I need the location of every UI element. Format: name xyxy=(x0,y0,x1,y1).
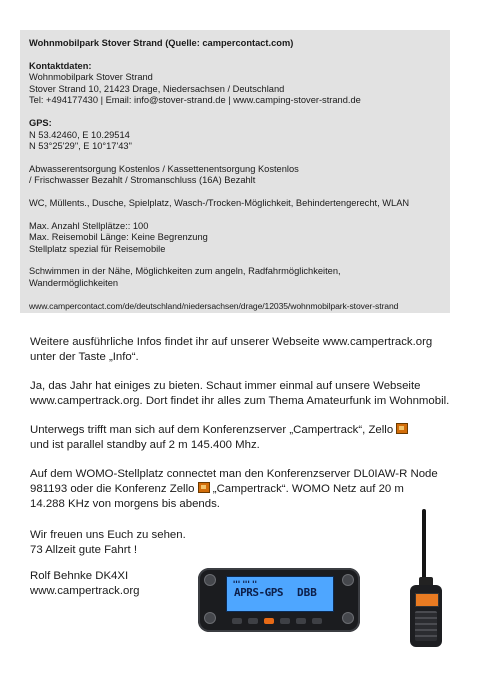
disposal-line-2: / Frischwasser Bezahlt / Stromanschluss (16A) Bezahlt xyxy=(29,175,256,186)
paragraph-website xyxy=(30,335,450,365)
gps-heading: GPS: xyxy=(29,117,52,128)
radio-display-channel: DBB xyxy=(297,586,317,599)
zello-icon xyxy=(198,482,210,493)
paragraph-website-line-1: Weitere ausführliche Infos findet ihr auf unserer Webseite www.campertrack.org xyxy=(30,336,433,348)
contact-heading: Kontaktdaten: xyxy=(29,60,92,71)
radio-button xyxy=(232,618,242,624)
limit-line-3: Stellplatz spezial für Reisemobile xyxy=(29,243,166,254)
contact-name: Wohnmobilpark Stover Strand xyxy=(29,72,153,83)
amenities: WC, Müllents., Dusche, Spielplatz, Wasch-/Trocken-Möglichkeit, Behindertengerecht, WLAN xyxy=(29,197,410,208)
paragraph-conference xyxy=(30,423,450,453)
signature xyxy=(30,569,140,599)
contact-phone: Tel: +494177430 | Email: info@stover-strand.de | www.camping-stover-strand.de xyxy=(29,95,361,106)
radio-button xyxy=(280,618,290,624)
contact-address: Stover Strand 10, 21423 Drage, Niedersachsen / Deutschland xyxy=(29,83,285,94)
radio-button xyxy=(296,618,306,624)
handheld-screen xyxy=(415,593,439,607)
nearby-line-2: Wandermöglichkeiten xyxy=(29,277,119,288)
radio-display xyxy=(226,576,334,612)
paragraph-website-line-2: unter der Taste „Info“. xyxy=(30,351,139,363)
paragraph-year-line-2: www.campertrack.org. Dort findet ihr alles zum Thema Amateurfunk im Wohnmobil. xyxy=(30,395,450,407)
closing xyxy=(30,528,186,558)
closing-line-2: 73 Allzeit gute Fahrt ! xyxy=(30,544,138,556)
radio-button xyxy=(312,618,322,624)
radio-knob xyxy=(204,612,216,624)
gps-decimal: N 53.42460, E 10.29514 xyxy=(29,129,130,140)
nearby-line-1: Schwimmen in der Nähe, Möglichkeiten zum angeln, Radfahrmöglichkeiten, xyxy=(29,266,341,277)
paragraph-stellplatz-line-1: Auf dem WOMO-Stellplatz connectet man den Konferenzserver DL0IAW-R Node xyxy=(30,468,438,480)
radio-knob xyxy=(342,612,354,624)
radio-button xyxy=(264,618,274,624)
radio-knob xyxy=(204,574,216,586)
zello-icon xyxy=(396,423,408,434)
handheld-radio-image xyxy=(398,509,454,649)
radio-antenna xyxy=(422,509,426,583)
radio-display-main: APRS-GPS xyxy=(234,586,283,599)
campsite-title: Wohnmobilpark Stover Strand (Quelle: campercontact.com) xyxy=(29,38,294,48)
radio-knob xyxy=(342,574,354,586)
gps-dms: N 53°25'29", E 10°17'43" xyxy=(29,141,132,152)
signature-website: www.campertrack.org xyxy=(30,585,140,597)
campsite-info-box xyxy=(20,30,450,313)
main-text xyxy=(30,335,450,526)
paragraph-conference-line-1: Unterwegs trifft man sich auf dem Konferenzserver „Campertrack“, Zello xyxy=(30,424,394,436)
handheld-keypad xyxy=(415,611,437,641)
paragraph-stellplatz xyxy=(30,467,450,512)
limit-line-1: Max. Anzahl Stellplätze:: 100 xyxy=(29,220,149,231)
limit-line-2: Max. Reisemobil Länge: Keine Begrenzung xyxy=(29,232,208,243)
paragraph-conference-line-2: und ist parallel standby auf 2 m 145.400 Mhz. xyxy=(30,439,260,451)
paragraph-stellplatz-line-3: 14.288 KHz von morgens bis abends. xyxy=(30,498,220,510)
handheld-body xyxy=(410,585,442,647)
paragraph-year xyxy=(30,379,450,409)
disposal-line-1: Abwasserentsorgung Kostenlos / Kassettenentsorgung Kostenlos xyxy=(29,163,299,174)
paragraph-stellplatz-line-2a: 981193 oder die Konferenz Zello xyxy=(30,483,195,495)
source-url[interactable]: www.campercontact.com/de/deutschland/niedersachsen/drage/12035/wohnmobilpark-stover-strand xyxy=(29,300,399,311)
mobile-radio-image xyxy=(198,568,360,632)
paragraph-stellplatz-line-2b: „Campertrack“. WOMO Netz auf 20 m xyxy=(212,483,404,495)
radio-button xyxy=(248,618,258,624)
radio-display-tiny: ▮▮▮ ▮▮▮ ▮▮ xyxy=(233,579,258,584)
signature-name: Rolf Behnke DK4XI xyxy=(30,570,129,582)
closing-line-1: Wir freuen uns Euch zu sehen. xyxy=(30,529,186,541)
paragraph-year-line-1: Ja, das Jahr hat einiges zu bieten. Schaut immer einmal auf unsere Webseite xyxy=(30,380,421,392)
